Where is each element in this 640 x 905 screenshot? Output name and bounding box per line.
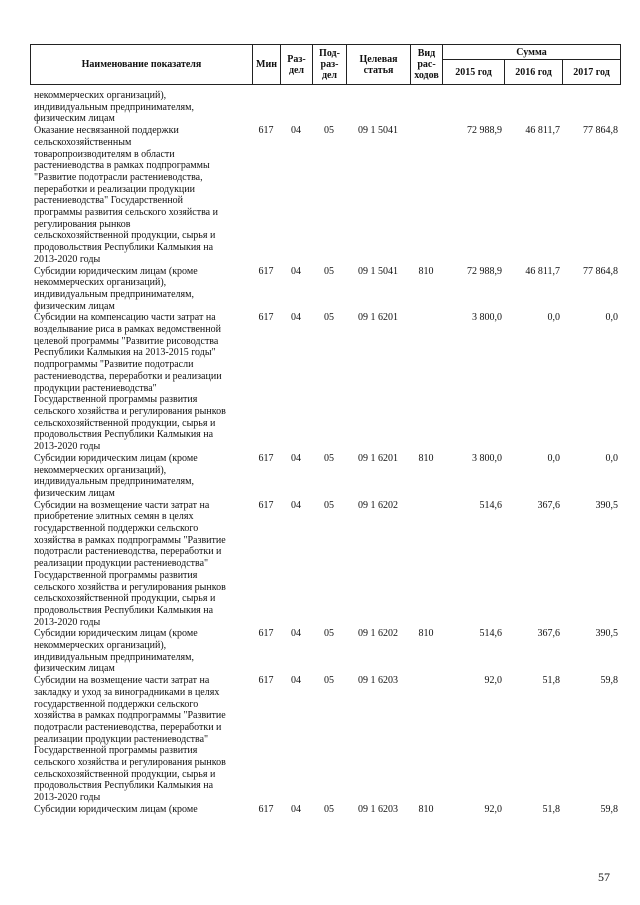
cell-razdel: 04 xyxy=(291,312,301,324)
cell-2017: 390,5 xyxy=(595,628,618,640)
cell-2016: 46 811,7 xyxy=(525,125,560,137)
cell-podrazdel: 05 xyxy=(324,803,334,815)
cell-razdel: 04 xyxy=(291,499,301,511)
cell-2016: 51,8 xyxy=(542,675,560,687)
cell-vid: 810 xyxy=(418,265,434,277)
cell-2016: 367,6 xyxy=(537,499,560,511)
table-row xyxy=(30,804,620,816)
table-row xyxy=(30,90,620,125)
table-row xyxy=(30,500,620,629)
cell-2017: 77 864,8 xyxy=(583,125,618,137)
cell-2015: 92,0 xyxy=(484,803,502,815)
cell-2015: 92,0 xyxy=(484,675,502,687)
cell-name: Субсидии юридическим лицам (кроме xyxy=(34,803,198,815)
cell-2015: 72 988,9 xyxy=(467,125,502,137)
table-row xyxy=(30,125,620,265)
cell-2017: 0,0 xyxy=(605,452,618,464)
cell-min: 617 xyxy=(258,675,274,687)
page-number: 57 xyxy=(598,870,610,884)
cell-statya: 09 1 6201 xyxy=(358,312,398,324)
cell-name: Оказание несвязанной поддержки сельскохозяйственным товаропроизводителям в области растениеводства в рамках подпрограммы "Развитие подотрасли растениеводства, переработки и реализации продукции растениеводства" Государственной программы развития сельского хозяйства и регулирования рынков сельскохозяйственной продукции, сырья и продовольствия Республики Калмыкия на 2013-2020 годы xyxy=(34,125,218,265)
cell-podrazdel: 05 xyxy=(324,628,334,640)
cell-min: 617 xyxy=(258,125,274,137)
header-min: Мин xyxy=(253,45,281,85)
cell-statya: 09 1 6201 xyxy=(358,452,398,464)
cell-2017: 390,5 xyxy=(595,499,618,511)
header-razdel: Раз- дел xyxy=(281,45,313,85)
table-row xyxy=(30,266,620,313)
cell-vid: 810 xyxy=(418,452,434,464)
cell-podrazdel: 05 xyxy=(324,265,334,277)
cell-podrazdel: 05 xyxy=(324,499,334,511)
cell-min: 617 xyxy=(258,312,274,324)
cell-vid: 810 xyxy=(418,628,434,640)
cell-min: 617 xyxy=(258,452,274,464)
cell-2015: 514,6 xyxy=(479,628,502,640)
cell-name: Субсидии на возмещение части затрат на приобретение элитных семян в целях государственной поддержки сельского хозяйства в рамках подпрограммы "Развитие подотрасли растениеводства, переработки и реализации продукции растениеводства" Государственной программы развития сельского хозяйства и регулирования рынков сельскохозяйственной продукции, сырья и продовольствия Республики Калмыкия на 2013-2020 годы xyxy=(34,499,226,628)
cell-name: некоммерческих организаций), индивидуальным предпринимателям, физическим лицам xyxy=(34,90,194,125)
cell-2015: 3 800,0 xyxy=(472,312,502,324)
table-row xyxy=(30,312,620,452)
table-header xyxy=(30,44,621,85)
table-row xyxy=(30,675,620,804)
cell-razdel: 04 xyxy=(291,803,301,815)
cell-razdel: 04 xyxy=(291,675,301,687)
table-body xyxy=(30,90,620,816)
cell-2017: 59,8 xyxy=(600,803,618,815)
cell-statya: 09 1 6202 xyxy=(358,499,398,511)
cell-2016: 367,6 xyxy=(537,628,560,640)
header-name: Наименование показателя xyxy=(31,45,253,85)
cell-vid: 810 xyxy=(418,803,434,815)
table-row xyxy=(30,628,620,675)
cell-statya: 09 1 5041 xyxy=(358,265,398,277)
cell-statya: 09 1 5041 xyxy=(358,125,398,137)
cell-statya: 09 1 6202 xyxy=(358,628,398,640)
cell-podrazdel: 05 xyxy=(324,452,334,464)
cell-2015: 3 800,0 xyxy=(472,452,502,464)
header-statya: Целевая статья xyxy=(347,45,411,85)
cell-razdel: 04 xyxy=(291,628,301,640)
cell-2017: 59,8 xyxy=(600,675,618,687)
cell-2016: 46 811,7 xyxy=(525,265,560,277)
cell-podrazdel: 05 xyxy=(324,125,334,137)
cell-name: Субсидии юридическим лицам (кроме некоммерческих организаций), индивидуальным предпринимателям, физическим лицам xyxy=(34,452,198,499)
cell-2016: 51,8 xyxy=(542,803,560,815)
cell-razdel: 04 xyxy=(291,265,301,277)
header-vid: Вид рас- ходов xyxy=(411,45,443,85)
cell-name: Субсидии юридическим лицам (кроме некоммерческих организаций), индивидуальным предпринимателям, физическим лицам xyxy=(34,628,198,675)
cell-name: Субсидии юридическим лицам (кроме некоммерческих организаций), индивидуальным предпринимателям, физическим лицам xyxy=(34,265,198,312)
cell-statya: 09 1 6203 xyxy=(358,803,398,815)
cell-2016: 0,0 xyxy=(547,312,560,324)
header-2017: 2017 год xyxy=(563,60,621,85)
cell-razdel: 04 xyxy=(291,452,301,464)
cell-min: 617 xyxy=(258,265,274,277)
header-2015: 2015 год xyxy=(443,60,505,85)
cell-2017: 77 864,8 xyxy=(583,265,618,277)
cell-min: 617 xyxy=(258,499,274,511)
cell-2015: 72 988,9 xyxy=(467,265,502,277)
cell-name: Субсидии на возмещение части затрат на закладку и уход за виноградниками в целях государственной поддержки сельского хозяйства в рамках подпрограммы "Развитие подотрасли растениеводства, переработки и реализации продукции растениеводства" Государственной программы развития сельского хозяйства и регулирования рынков сельскохозяйственной продукции, сырья и продовольствия Республики Калмыкия на 2013-2020 годы xyxy=(34,675,226,804)
cell-name: Субсидии на компенсацию части затрат на возделывание риса в рамках ведомственной целевой программы "Развитие рисоводства Республики Калмыкия на 2013-2015 годы" подпрограммы "Развитие подотрасли растениеводства, переработки и реализации продукции растениеводства" Государственной программы развития сельского хозяйства и регулирования рынков сельскохозяйственной продукции, сырья и продовольствия Республики Калмыкия на 2013-2020 годы xyxy=(34,312,226,453)
cell-2017: 0,0 xyxy=(605,312,618,324)
header-summa: Сумма xyxy=(443,45,621,60)
cell-2016: 0,0 xyxy=(547,452,560,464)
cell-2015: 514,6 xyxy=(479,499,502,511)
cell-min: 617 xyxy=(258,628,274,640)
cell-statya: 09 1 6203 xyxy=(358,675,398,687)
cell-podrazdel: 05 xyxy=(324,312,334,324)
header-podrazdel: Под- раз- дел xyxy=(313,45,347,85)
header-2016: 2016 год xyxy=(505,60,563,85)
cell-podrazdel: 05 xyxy=(324,675,334,687)
cell-razdel: 04 xyxy=(291,125,301,137)
table-row xyxy=(30,453,620,500)
cell-min: 617 xyxy=(258,803,274,815)
